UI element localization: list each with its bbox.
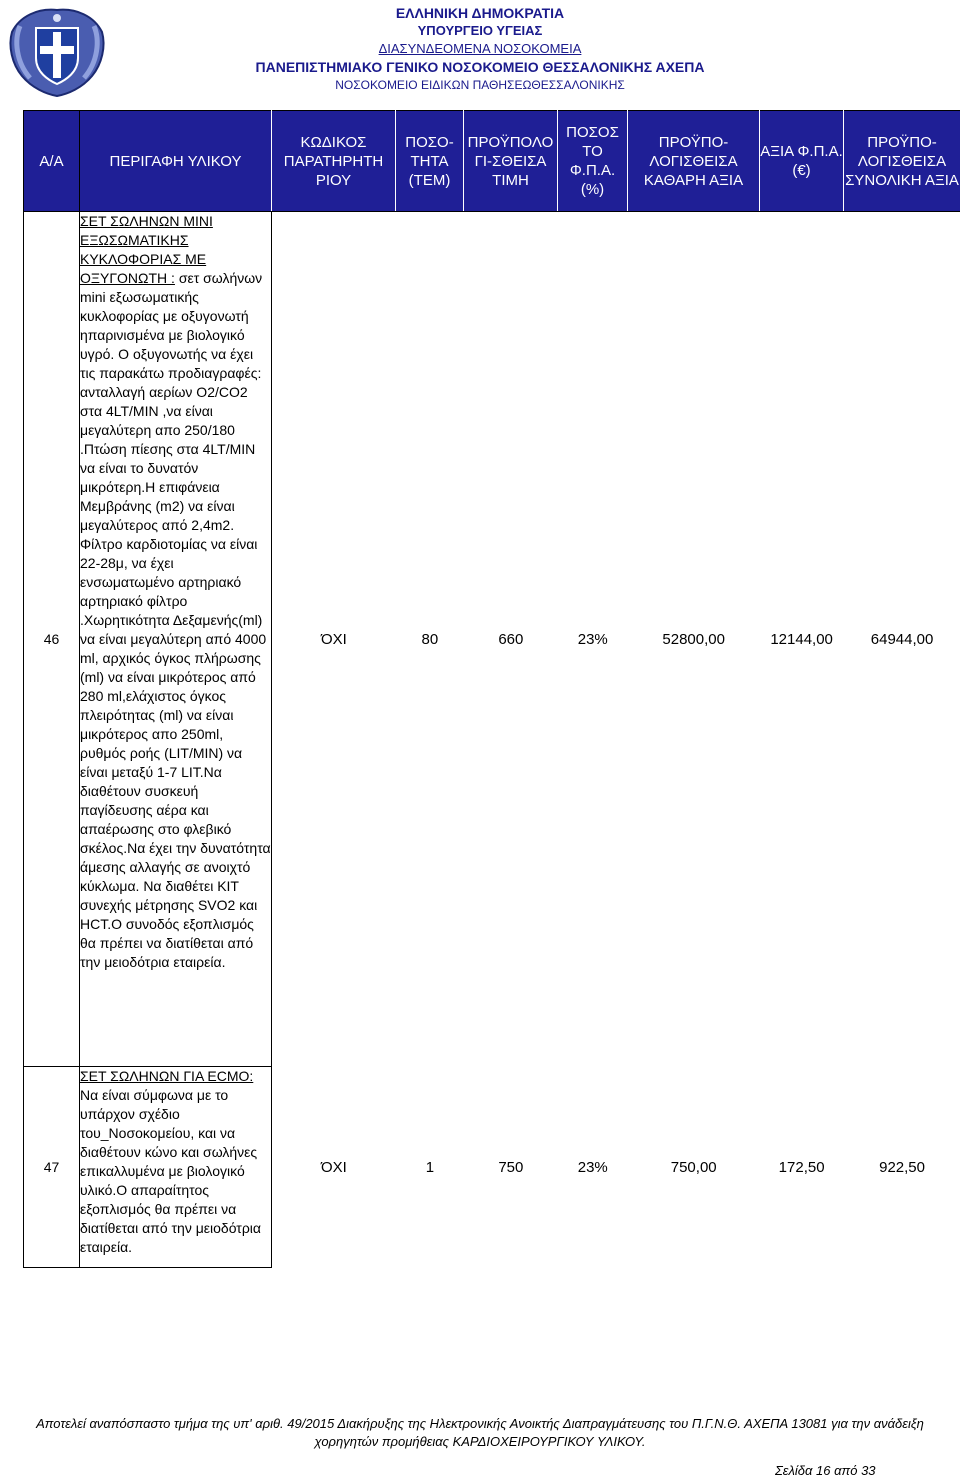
materials-table [23, 110, 960, 1268]
table-header-row [24, 111, 960, 212]
row-net-value: 750,00 [670, 1158, 717, 1176]
row-values [272, 1067, 960, 1268]
row-total-value: 64944,00 [870, 630, 934, 648]
col-header-vat-value: ΑΞΙΑ Φ.Π.Α. (€) [760, 111, 844, 212]
header-hospital-name: ΠΑΝΕΠΙΣΤΗΜΙΑΚΟ ΓΕΝΙΚΟ ΝΟΣΟΚΟΜΕΙΟ ΘΕΣΣΑΛΟΝΙΚΗΣ ΑΧΕΠΑ [255, 59, 705, 75]
row-code: ΌΧΙ [321, 1158, 347, 1176]
col-header-vat-pct: ΠΟΣΟΣ ΤΟ Φ.Π.Α. (%) [558, 111, 628, 212]
header-republic: ΕΛΛΗΝΙΚΗ ΔΗΜΟΚΡΑΤΙΑ [395, 5, 565, 21]
row-unit-price: 660 [498, 630, 524, 648]
row-description-text: σετ σωλήνων mini εξωσωματικής κυκλοφορίας με οξυγονωτή ηπαρινισμένα με βιολογικό υγρό. Ο οξυγονωτής να έχει τις παρακάτω προδιαγραφές: ανταλλαγή αερίων Ο2/CO2 στα 4LT/MIN ,να είναι μεγαλύτερη απο 250/180 .Πτώση πίεσης στα 4LT/MIN να είναι το δυνατόν μικρότερη.Η επιφάνεια Μεμβράνης (m2) να είναι μεγαλύτερος από 2,4m2. Φίλτρο καρδιοτομίας να είναι 22-28μ, να έχει ενσωματωμένο αρτηριακό αρτηριακό φίλτρο .Χωρητικότητα Δεξαμενής(ml) να είναι μεγαλύτερη από 4000 ml, αρχικός όγκος πλήρωσης (ml) να είναι μικρότερος από 280 ml,ελάχιστος όγκος πλειρότητας (ml) να είναι μικρότερος απο 250ml, ρυθμός ροής (LIT/MIN) να είναι μεταξύ 1-7 LIT.Να διαθέτουν συσκευή παγίδευσης αέρα και απαέρωσης στο φλεβικό σκέλος.Να έχει την δυνατότητα άμεσης αλλαγής σε ανοιχτό κύκλωμα. Να διαθέτει ΚΙΤ συνεχής μέτρησης SVO2 και HCT.Ο συνοδός εξοπλισμός θα πρέπει να διατίθεται από την μειοδότρια εταιρεία. [80, 270, 271, 970]
row-vat-value: 172,50 [778, 1158, 825, 1176]
footer-line-1: Αποτελεί αναπόσπαστο τμήμα της υπ' αριθ. 49/2015 Διακήρυξης της Ηλεκτρονικής Ανοικτής Διαπραγμάτευσης του Π.Γ.Ν.Θ. ΑΧΕΠΑ 13081 για την ανάδειξη [36, 1416, 924, 1431]
row-qty: 80 [421, 630, 439, 648]
col-header-total-value: ΠΡΟΫΠΟ-ΛΟΓΙΣΘΕΙΣΑ ΣΥΝΟΛΙΚΗ ΑΞΙΑ [844, 111, 960, 212]
row-code: ΌΧΙ [321, 630, 347, 648]
table-row [24, 212, 960, 1067]
header-hospital-sub: ΝΟΣΟΚΟΜΕΙΟ ΕΙΔΙΚΩΝ ΠΑΘΗΣΕΩΘΕΣΣΑΛΟΝΙΚΗΣ [335, 78, 625, 92]
document-footer [0, 1415, 960, 1451]
header-ministry: ΥΠΟΥΡΓΕΙΟ ΥΓΕΙΑΣ [417, 23, 543, 38]
table-row [24, 1067, 960, 1268]
row-values [272, 212, 960, 1067]
col-header-aa: Α/Α [24, 111, 80, 212]
header-hospitals: ΔΙΑΣΥΝΔΕΟΜΕΝΑ ΝΟΣΟΚΟΜΕΙΑ [378, 41, 582, 56]
row-unit-price: 750 [498, 1158, 524, 1176]
row-vat-pct: 23% [577, 630, 608, 648]
row-title: ΣΕΤ ΣΩΛΗΝΩΝ ΓΙΑ ECMO: [80, 1068, 254, 1084]
col-header-code: ΚΩΔΙΚΟΣ ΠΑΡΑΤΗΡΗΤΗ ΡΙΟΥ [272, 111, 396, 212]
document-header [0, 4, 960, 94]
row-qty: 1 [425, 1158, 435, 1176]
row-aa: 47 [24, 1067, 80, 1268]
col-header-net-value: ΠΡΟΫΠΟ-ΛΟΓΙΣΘΕΙΣΑ ΚΑΘΑΡΗ ΑΞΙΑ [628, 111, 760, 212]
row-description-text: Να είναι σύμφωνα με το υπάρχον σχέδιο του_Νοσοκομείου, και να διαθέτουν κώνο και σωλήνες επικαλλυμένα με βιολογικό υλικό.Ο απαραίτητος εξοπλισμός θα πρέπει να διατίθεται από την μειοδότρια εταιρεία. [80, 1087, 262, 1255]
row-aa: 46 [24, 212, 80, 1067]
col-header-qty: ΠΟΣΟ-ΤΗΤΑ (ΤΕΜ) [396, 111, 464, 212]
footer-line-2: χορηγητών προμήθειας ΚΑΡΔΙΟΧΕΙΡΟΥΡΓΙΚΟΥ ΥΛΙΚΟΥ. [314, 1434, 646, 1449]
row-description [80, 212, 272, 1067]
row-description [80, 1067, 272, 1268]
row-title: ΣΕΤ ΣΩΛΗΝΩΝ ΜΙΝΙ ΕΞΩΣΩΜΑΤΙΚΗΣ ΚΥΚΛΟΦΟΡΙΑΣ ΜΕ ΟΞΥΓΟΝΩΤΗ : [80, 213, 213, 286]
row-net-value: 52800,00 [662, 630, 725, 648]
col-header-description: ΠΕΡΙΓΑΦΗ ΥΛΙΚΟΥ [80, 111, 272, 212]
row-vat-pct: 23% [577, 1158, 608, 1176]
row-total-value: 922,50 [879, 1158, 925, 1176]
row-vat-value: 12144,00 [770, 630, 833, 648]
page-number: Σελίδα 16 από 33 [775, 1463, 876, 1478]
col-header-unit-price: ΠΡΟΫΠΟΛΟ ΓΙ-ΣΘΕΙΣΑ ΤΙΜΗ [464, 111, 558, 212]
